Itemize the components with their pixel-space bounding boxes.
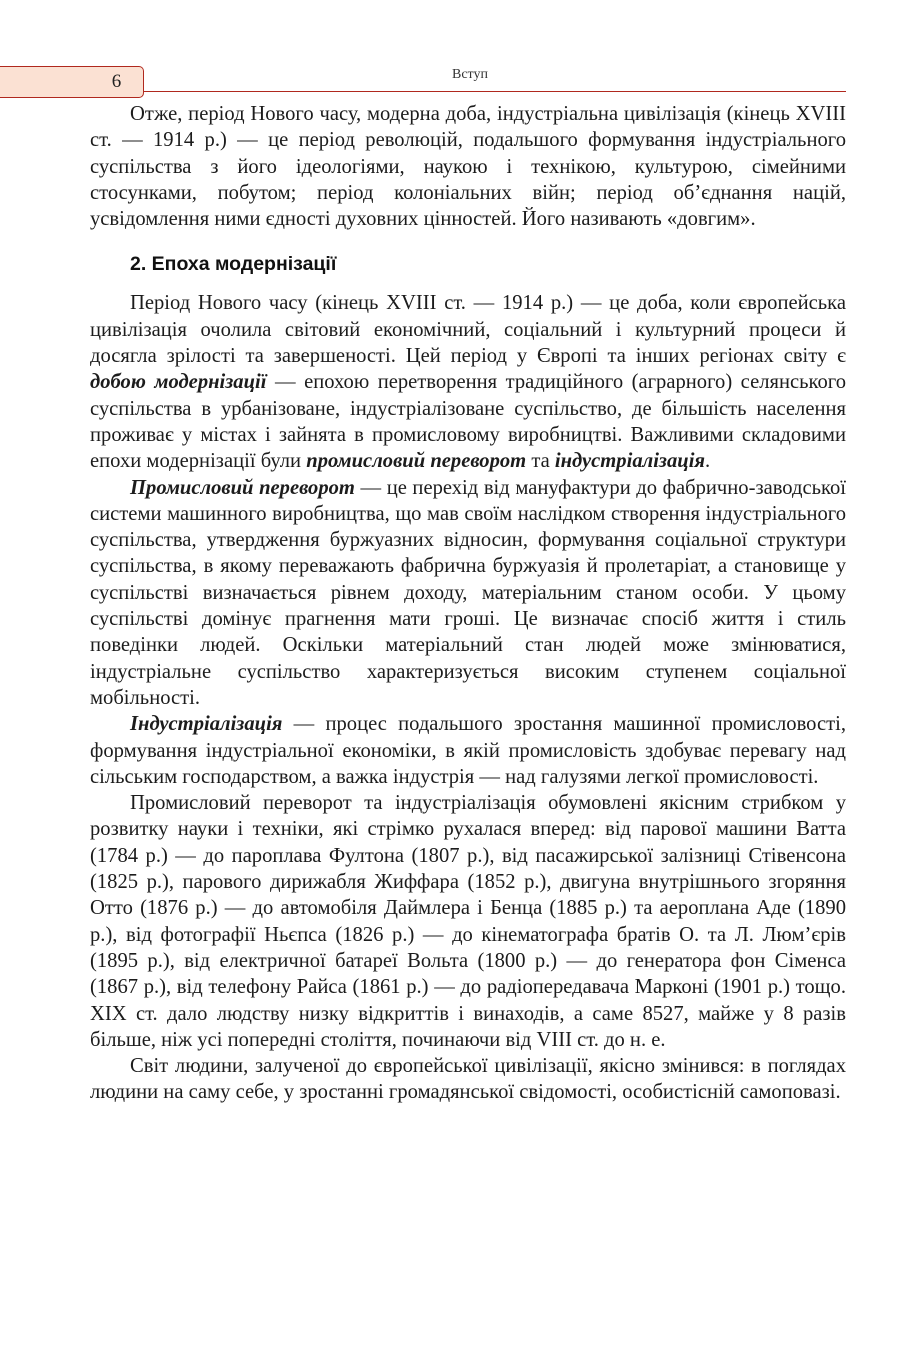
definition-text: — процес подальшого зростання машинної промисловості, формування індустріальної економіки, в якій промисловість здобуває перевагу над сільським господарством, а важка індустрія — над галузями легкої промисловості. (90, 713, 846, 788)
paragraph-modernization (90, 290, 846, 474)
term-industrial-revolution: промисловий переворот (306, 450, 527, 473)
paragraph-industrialization (90, 711, 846, 790)
paragraph-industrial-revolution (90, 475, 846, 712)
paragraph-conclusion: Світ людини, залученої до європейської цивілізації, якісно змінився: в поглядах людини на саму себе, у зростанні громадянської свідомості, особистісній самоповазі. (90, 1055, 846, 1104)
definition-term: Промисловий переворот (130, 476, 355, 499)
section-heading: 2. Епоха модернізації (130, 253, 337, 276)
definition-text: — це перехід від мануфактури до фабрично-заводської системи машинного виробництва, що мав своїм наслідком створення індустріального суспільства, утвердження буржуазних відносин, формування соціальної структури суспільства, в якому переважають фабрична буржуазія й пролетаріат, а становище у суспільстві визначається рівнем доходу, матеріальним станом особи. У цьому суспільстві домінує прагнення мати гроші. Це визначає спосіб життя і стиль поведінки людей. Оскільки матеріальний стан людей може змінюватися, індустріальне суспільство характеризується високим ступенем соціальної мобільності. (90, 476, 846, 709)
running-header-section: Вступ (452, 67, 488, 82)
paragraph-inventions: Промисловий переворот та індустріалізація обумовлені якісним стрибком у розвитку науки і техніки, які стрімко рухалася вперед: від парової машини Ватта (1784 р.) — до пароплава Фултона (1807 р.), від пасажирської залізниці Стівенсона (1825 р.), парового дирижабля Жиффара (1852 р.), двигуна внутрішнього згоряння Отто (1876 р.) — до автомобіля Даймлера і Бенца (1885 р.) та аероплана Аде (1890 р.), від фотографії Ньєпса (1826 р.) — до кінематографа братів О. та Л. Люм’єрів (1895 р.), від електричної батареї Вольта (1800 р.) — до генератора фон Сіменса (1867 р.), від телефону Райса (1861 р.) — до радіопередавача Марконі (1901 р.) тощо. XIX ст. дало людству низку відкриттів і винаходів, а саме 8527, майже у 8 разів більше, ніж усі попередні століття, починаючи від VIII ст. до н. е. (90, 792, 846, 1051)
paragraph-text: Період Нового часу (кінець XVIII ст. — 1914 р.) — це доба, коли європейська цивілізація очолила світовий економічний, соціальний і культурний процеси й досягла зрілості та завершеності. Цей період у Європі та інших регіонах світу є (90, 292, 846, 368)
page-number: 6 (111, 71, 122, 92)
definition-term: Індустріалізація (130, 713, 283, 736)
paragraph-text: — епохою перетворення традиційного (аграрного) селянського суспільства в урбанізоване, індустріалізоване суспільство, де більшість населення проживає у містах і зайнята в промисловому виробництві. Важливими складовими епохи модернізації були (90, 371, 846, 473)
page-number-tab (0, 66, 144, 98)
intro-paragraph: Отже, період Нового часу, модерна доба, індустріальна цивілізація (кінець XVIII ст. — 1914 р.) — це період революцій, подальшого формування індустріального суспільства з його ідеологіями, наукою і технікою, культурою, сімейними стосунками, побутом; період колоніальних війн; період об’єднання націй, усвідомлення ними єдності духовних цінностей. Його називають «довгим». (90, 103, 846, 231)
page-body (90, 101, 846, 1106)
term-industrialization: індустріалізація (554, 450, 706, 473)
paragraph-text: . (705, 450, 711, 473)
paragraph-text: та (526, 450, 555, 473)
header-rule (144, 91, 846, 92)
term-modernization: добою модернізації (90, 371, 267, 394)
